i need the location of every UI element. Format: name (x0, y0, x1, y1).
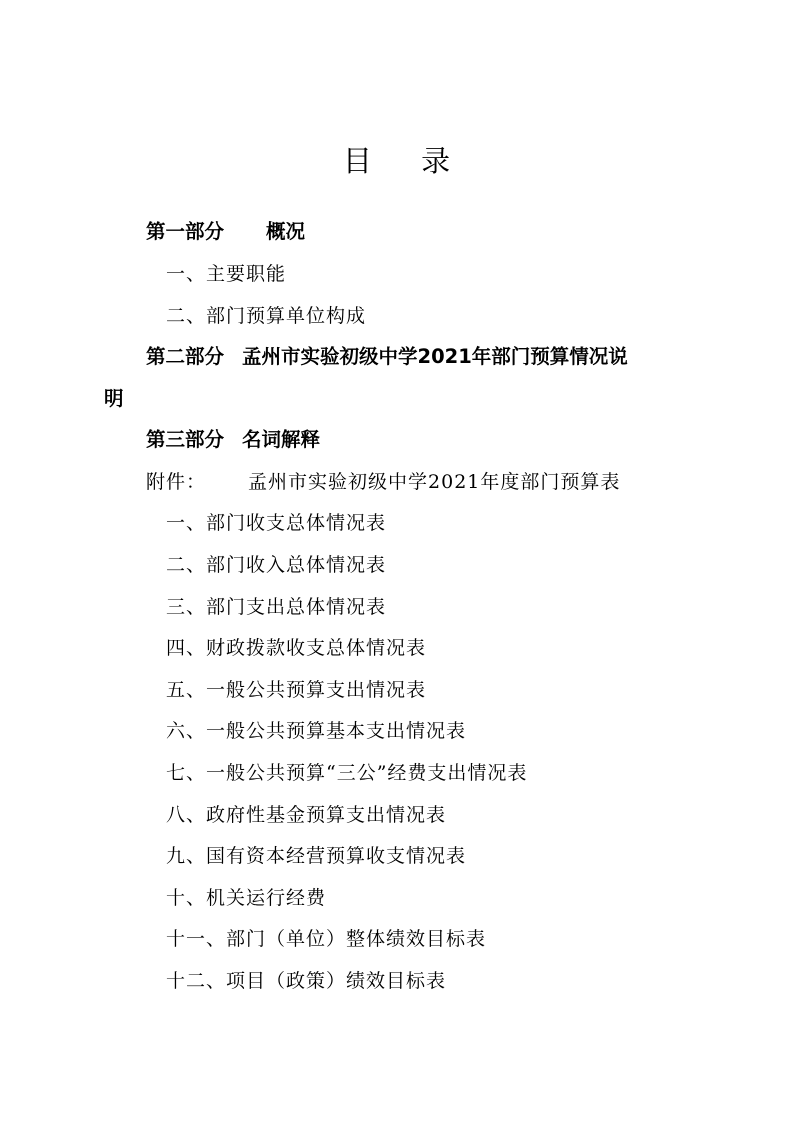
part1-item-2: 二、部门预算单位构成 (166, 305, 367, 327)
part3-label: 第三部分 (146, 428, 225, 451)
attachment-item-6: 六、一般公共预算基本支出情况表 (166, 720, 467, 742)
attachment-item-2: 二、部门收入总体情况表 (166, 554, 387, 576)
attachment-label: 附件： (146, 471, 207, 493)
attachment-item-1: 一、部门收支总体情况表 (166, 512, 387, 534)
attachment-item-5: 五、一般公共预算支出情况表 (166, 679, 427, 701)
attachment-item-10: 十、机关运行经费 (166, 887, 327, 909)
attachment-name: 孟州市实验初级中学2021年度部门预算表 (248, 471, 621, 493)
part1-name: 概况 (266, 220, 306, 243)
part1-heading (146, 217, 305, 247)
attachment-item-3: 三、部门支出总体情况表 (166, 596, 387, 618)
part2-name-line1: 孟州市实验初级中学2021年部门预算情况说 (242, 345, 628, 368)
attachment-item-12: 十二、项目（政策）绩效目标表 (166, 970, 447, 992)
attachment-item-8: 八、政府性基金预算支出情况表 (166, 804, 447, 826)
attachment-item-7: 七、一般公共预算“三公”经费支出情况表 (166, 762, 528, 784)
part2-heading (146, 342, 628, 372)
part1-item-1: 一、主要职能 (166, 263, 287, 285)
attachment-heading (146, 467, 620, 497)
part3-name: 名词解释 (242, 428, 321, 451)
part2-label: 第二部分 (146, 345, 225, 368)
attachment-item-4: 四、财政拨款收支总体情况表 (166, 637, 427, 659)
part2-name-line2: 明 (104, 387, 124, 410)
page-title: 目 录 (342, 144, 471, 178)
part3-heading (146, 425, 320, 455)
attachment-item-9: 九、国有资本经营预算收支情况表 (166, 845, 467, 867)
attachment-item-11: 十一、部门（单位）整体绩效目标表 (166, 928, 487, 950)
part1-label: 第一部分 (146, 220, 225, 243)
